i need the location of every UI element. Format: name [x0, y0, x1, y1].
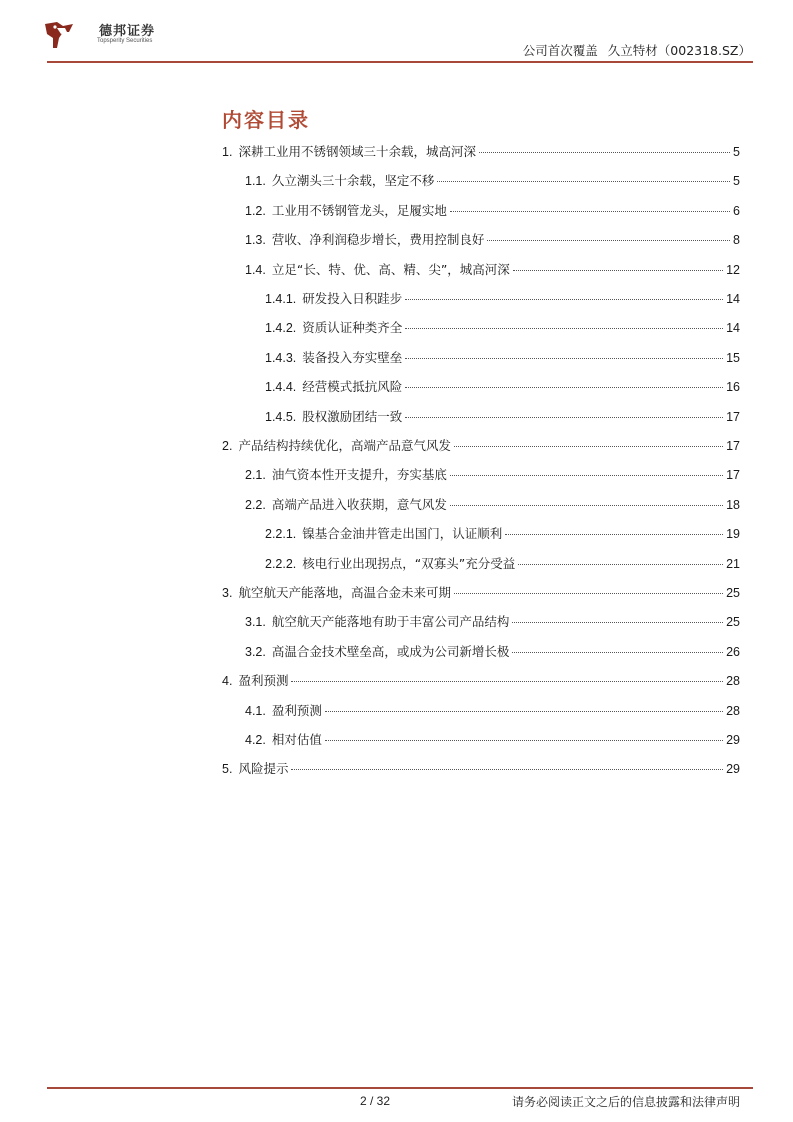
toc-entry-label: 相对估值	[271, 732, 322, 747]
toc-entry-page: 29	[726, 733, 740, 747]
toc-entry[interactable]	[245, 701, 740, 727]
toc-entry-label: 久立潮头三十余载，坚定不移	[271, 173, 435, 189]
toc-entry-number: 1.4.3.	[265, 350, 297, 365]
page-header	[40, 14, 753, 60]
toc-entry-label: 立足“长、特、优、高、精、尖”，城高河深	[271, 261, 510, 277]
toc-entry-label: 产品结构持续优化，高端产品意气风发	[238, 438, 451, 453]
toc-entry-page: 17	[726, 468, 740, 483]
toc-entry[interactable]	[245, 642, 740, 668]
toc-entry-label: 核电行业出现拐点，“双寡头”充分受益	[302, 555, 516, 571]
report-type: 公司首次覆盖	[522, 43, 598, 58]
report-info	[523, 41, 751, 59]
toc-entry-page: 5	[733, 145, 740, 159]
toc-entry-label: 营收、净利润稳步增长，费用控制良好	[271, 232, 485, 248]
toc-entry[interactable]	[265, 554, 740, 580]
brand-name-cn: 德邦证券	[99, 24, 156, 39]
page-number: 2 / 32	[360, 1094, 391, 1108]
toc-entry-label: 股权激励团结一致	[302, 408, 403, 424]
toc-entry-number: 3.2.	[245, 644, 266, 659]
toc-leader-dots	[479, 152, 730, 153]
toc-leader-dots	[325, 711, 723, 712]
toc-entry-label: 高端产品进入收获期，意气风发	[271, 496, 447, 512]
toc-entry-number: 1.4.5.	[265, 409, 297, 424]
toc-entry-page: 26	[726, 644, 740, 659]
toc-entry-number: 1.3.	[245, 233, 266, 248]
toc-entry[interactable]	[265, 348, 740, 374]
toc-entry[interactable]	[265, 318, 740, 344]
toc-entry-label: 深耕工业用不锈钢领域三十余载，城高河深	[238, 144, 476, 159]
footer-divider	[47, 1087, 753, 1089]
toc-leader-dots	[450, 505, 723, 506]
toc-entry-label: 资质认证种类齐全	[302, 320, 403, 336]
toc-entry[interactable]	[222, 583, 740, 609]
disclaimer-text: 请务必阅读正文之后的信息披露和法律声明	[511, 1095, 740, 1109]
toc-entry[interactable]	[245, 495, 740, 521]
toc-leader-dots	[291, 769, 723, 770]
toc-leader-dots	[405, 417, 723, 418]
toc-entry-label: 航空航天产能落地，高温合金未来可期	[238, 585, 451, 600]
toc-entry-page: 21	[726, 556, 740, 571]
toc-entry-page: 28	[726, 703, 740, 718]
toc-entry[interactable]	[245, 612, 740, 638]
toc-entry-page: 28	[726, 674, 740, 689]
toc-leader-dots	[454, 593, 723, 594]
toc-entry[interactable]	[245, 201, 740, 227]
toc-leader-dots	[450, 475, 723, 476]
toc-entry-number: 2.2.	[245, 497, 266, 512]
toc-entry[interactable]	[265, 407, 740, 433]
toc-leader-dots	[505, 534, 723, 535]
toc-entry-number: 1.4.4.	[265, 380, 297, 395]
toc-entry-label: 高温合金技术壁垒高，或成为公司新增长极	[271, 643, 510, 659]
toc-entry-page: 14	[726, 292, 740, 306]
toc-entry-page: 14	[726, 321, 740, 336]
toc-entry-page: 25	[726, 615, 740, 630]
toc-leader-dots	[512, 652, 723, 653]
toc-entry-number: 1.	[222, 145, 233, 159]
toc-leader-dots	[291, 681, 723, 682]
toc-leader-dots	[513, 270, 723, 271]
toc-entry-page: 17	[726, 439, 740, 453]
toc-leader-dots	[405, 299, 723, 300]
toc-leader-dots	[487, 240, 730, 241]
toc-entry-label: 工业用不锈钢管龙头，足履实地	[271, 202, 447, 218]
toc-entry-page: 25	[726, 586, 740, 600]
toc-entry[interactable]	[245, 730, 740, 756]
toc-leader-dots	[518, 564, 723, 565]
toc-entry[interactable]	[245, 171, 740, 197]
toc-entry-page: 5	[733, 174, 740, 189]
header-divider	[47, 61, 753, 63]
toc-entry[interactable]	[222, 759, 740, 785]
toc-entry-number: 2.2.1.	[265, 527, 297, 542]
toc-entry-page: 19	[726, 527, 740, 542]
toc-entry-label: 风险提示	[238, 761, 289, 777]
toc-entry-page: 17	[726, 409, 740, 424]
toc-entry-label: 镍基合金油井管走出国门，认证顺利	[302, 526, 503, 542]
toc-entry-number: 2.1.	[245, 468, 266, 483]
toc-entry-page: 29	[726, 762, 740, 777]
toc-entry[interactable]	[245, 230, 740, 256]
toc-entry-number: 4.1.	[245, 703, 266, 718]
toc-leader-dots	[450, 211, 730, 212]
toc-entry-page: 12	[726, 262, 740, 277]
toc-leader-dots	[454, 446, 723, 447]
toc-entry-label: 油气资本性开支提升，夯实基底	[271, 467, 447, 483]
toc-entry-number: 2.	[222, 439, 233, 453]
toc-entry-label: 盈利预测	[238, 673, 289, 689]
toc-entry-number: 3.1.	[245, 615, 266, 630]
brand-name-en: Topsperity Securities	[97, 38, 153, 44]
toc-entry-page: 8	[733, 233, 740, 248]
toc-entry-label: 装备投入夯实壁垒	[302, 349, 403, 365]
toc-entry[interactable]	[265, 524, 740, 550]
toc-entry-page: 6	[733, 203, 740, 218]
toc-entry-number: 1.2.	[245, 203, 266, 218]
toc-entry-label: 盈利预测	[271, 702, 322, 718]
toc-entry[interactable]	[245, 465, 740, 491]
toc-entry-label: 航空航天产能落地有助于丰富公司产品结构	[271, 614, 510, 630]
toc-entry[interactable]	[222, 436, 740, 462]
toc-entry-label: 研发投入日积跬步	[302, 291, 403, 306]
toc-leader-dots	[405, 328, 723, 329]
toc-entry-number: 1.4.1.	[265, 292, 297, 306]
toc-entry[interactable]	[265, 289, 740, 315]
toc-entry-number: 2.2.2.	[265, 556, 297, 571]
toc-leader-dots	[405, 387, 723, 388]
toc-entry[interactable]	[222, 142, 740, 168]
toc-entry-number: 4.2.	[245, 733, 266, 747]
toc-entry-number: 3.	[222, 586, 233, 600]
toc-leader-dots	[437, 181, 730, 182]
toc-entry-number: 4.	[222, 674, 233, 689]
toc-title: 内容目录	[222, 108, 310, 132]
toc-entry-page: 15	[726, 350, 740, 365]
toc-leader-dots	[512, 622, 723, 623]
toc-entry[interactable]	[222, 671, 740, 697]
toc-entry[interactable]	[245, 260, 740, 286]
toc-entry-page: 18	[726, 497, 740, 512]
toc-entry[interactable]	[265, 377, 740, 403]
toc-entry-number: 1.4.	[245, 262, 266, 277]
toc-entry-page: 16	[726, 380, 740, 395]
toc-entry-label: 经营模式抵抗风险	[302, 379, 403, 395]
toc-entry-number: 5.	[222, 762, 233, 777]
brand-logo-icon	[43, 18, 77, 52]
toc-entry-number: 1.4.2.	[265, 321, 297, 336]
company-name: 久立特材（002318.SZ）	[607, 43, 751, 58]
toc-leader-dots	[325, 740, 723, 741]
toc-leader-dots	[405, 358, 723, 359]
toc-entry-number: 1.1.	[245, 174, 266, 189]
